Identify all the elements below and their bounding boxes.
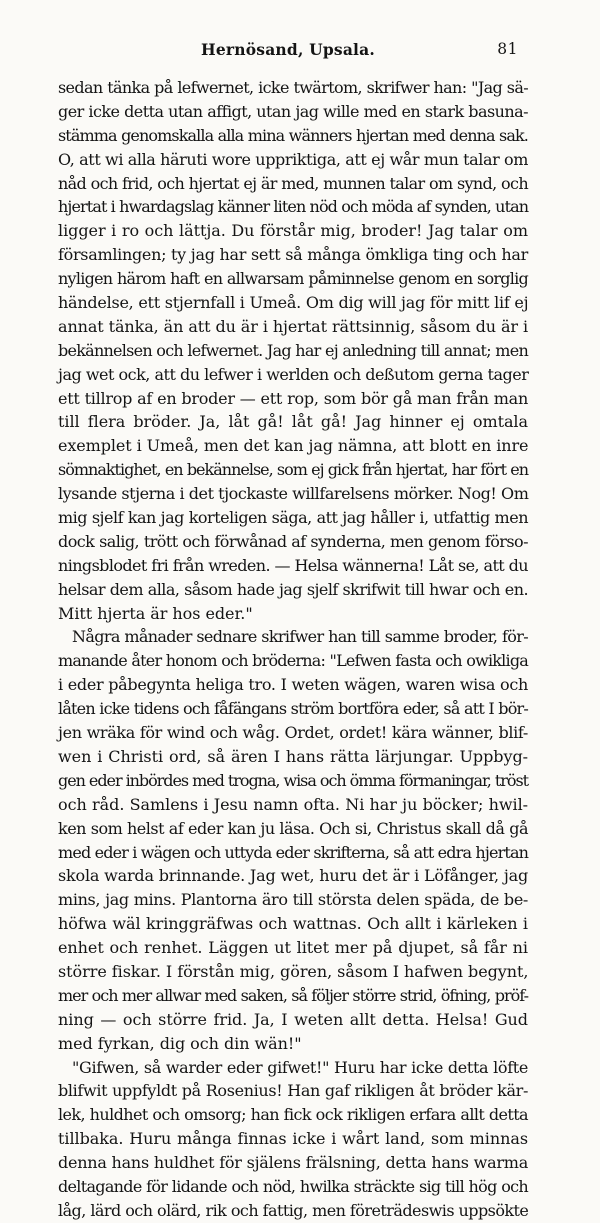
- text-line: ning — och större frid. Ja, I weten allt detta. Helsa! Gud: [58, 1009, 528, 1029]
- text-line: med fyrkan, dig och din wän!": [58, 1033, 302, 1053]
- text-line: större fiskar. I förstån mig, gören, såsom I hafwen begynt,: [58, 961, 529, 981]
- text-line: jag wet ock, att du lefwer i werlden och deßutom gerna tager: [58, 364, 529, 384]
- text-line: enhet och renhet. Läggen ut litet mer på djupet, så får ni: [58, 938, 528, 958]
- text-line: wen i Christi ord, så ären I hans rätta lärjungar. Uppbyg-: [58, 746, 528, 766]
- page-header: [58, 40, 518, 64]
- text-line: och råd. Samlens i Jesu namn ofta. Ni har ju böcker; hwil-: [58, 794, 528, 814]
- text-line: i eder påbegynta heliga tro. I weten wägen, waren wisa och: [58, 675, 528, 695]
- text-line: församlingen; ty jag har sett så många ömkliga ting och har: [58, 245, 528, 265]
- text-line: exemplet i Umeå, men det kan jag nämna, att blott en inre: [58, 436, 529, 456]
- text-line: denna hans huldhet för själens frälsning, detta hans warma: [58, 1153, 528, 1173]
- text-line: "Gifwen, så warder eder gifwet!" Huru har icke detta löfte: [72, 1057, 528, 1077]
- text-line: nåd och frid, och hjertat ej är med, munnen talar om synd, och: [58, 173, 528, 193]
- text-line: hjertat i hwardagslag känner liten nöd och möda af synden, utan: [58, 197, 529, 217]
- text-line: nyligen härom haft en allwarsam påminnelse genom en sorglig: [58, 269, 528, 289]
- text-line: låten icke tidens och fåfängans ström bortföra eder, så att I bör-: [58, 699, 528, 719]
- text-line: höfwa wäl kringgräfwas och wattnas. Och allt i kärleken i: [58, 914, 528, 934]
- text-line: deltagande för lidande och nöd, hwilka sträckte sig till hög och: [58, 1176, 528, 1196]
- text-line: stämma genomskalla alla mina wänners hjertan med denna sak.: [58, 125, 528, 145]
- text-line: sedan tänka på lefwernet, icke twärtom, skrifwer han: "Jag sä-: [58, 78, 528, 97]
- text-line: O, att wi alla häruti wore uppriktiga, att ej wår mun talar om: [58, 149, 529, 169]
- text-line: skola warda brinnande. Jag wet, huru det är i Löfånger, jag: [58, 866, 528, 886]
- text-line: ger icke detta utan affigt, utan jag wille med en stark basuna-: [58, 101, 528, 121]
- text-line: sömnaktighet, en bekännelse, som ej gick från hjertat, har fört en: [58, 460, 528, 480]
- text-line: gen eder inbördes med trogna, wisa och ömma förmaningar, tröst: [58, 770, 528, 790]
- text-line: dock salig, trött och förwånad af synderna, men genom förso-: [58, 531, 528, 551]
- text-line: manande åter honom och bröderna: "Lefwen fasta och owikliga: [58, 651, 528, 671]
- text-line: låg, lärd och olärd, rik och fattig, men företrädeswis uppsökte: [58, 1200, 529, 1220]
- text-line: helsar dem alla, såsom hade jag sjelf skrifwit till hwar och en.: [58, 579, 528, 599]
- text-line: ligger i ro och lättja. Du förstår mig, broder! Jag talar om: [58, 221, 528, 241]
- text-line: Mitt hjerta är hos eder.": [58, 603, 253, 623]
- text-line: bekännelsen och lefwernet. Jag har ej anledning till annat; men: [58, 340, 528, 360]
- text-line: till flera bröder. Ja, låt gå! låt gå! Jag hinner ej omtala: [58, 412, 528, 432]
- text-line: lek, huldhet och omsorg; han fick ock rikligen erfara allt detta: [58, 1105, 528, 1125]
- text-line: händelse, ett stjernfall i Umeå. Om dig will jag för mitt lif ej: [58, 293, 529, 313]
- text-line: ett tillrop af en broder — ett rop, som bör gå man från man: [58, 388, 528, 408]
- text-line: lysande stjerna i det tjockaste willfarelsens mörker. Nog! Om: [58, 484, 529, 504]
- text-line: annat tänka, än att du är i hjertat rättsinnig, såsom du är i: [58, 316, 528, 336]
- text-line: tillbaka. Huru många finnas icke i wårt land, som minnas: [58, 1129, 528, 1149]
- text-line: jen wräka för wind och wåg. Ordet, ordet! kära wänner, blif-: [58, 723, 528, 743]
- running-head: Hernösand, Upsala.: [200, 40, 375, 59]
- text-line: mins, jag mins. Plantorna äro till största delen späda, de be-: [58, 890, 528, 910]
- body-text: [58, 76, 528, 1223]
- text-line: ken som helst af eder kan ju läsa. Och si, Christus skall då gå: [58, 818, 528, 838]
- text-line: blifwit uppfyldt på Rosenius! Han gaf rikligen åt bröder kär-: [58, 1081, 528, 1101]
- page-number: 81: [497, 40, 518, 58]
- text-line: ningsblodet fri från wreden. — Helsa wännerna! Låt se, att du: [58, 555, 528, 575]
- text-line: mig sjelf kan jag korteligen säga, att jag håller i, utfattig men: [58, 508, 528, 528]
- text-line: mer och mer allwar med saken, så följer större strid, öfning, pröf-: [58, 985, 528, 1005]
- text-line: Några månader sednare skrifwer han till samme broder, för-: [72, 627, 528, 647]
- text-line: med eder i wägen och uttyda eder skrifterna, så att edra hjertan: [58, 842, 529, 862]
